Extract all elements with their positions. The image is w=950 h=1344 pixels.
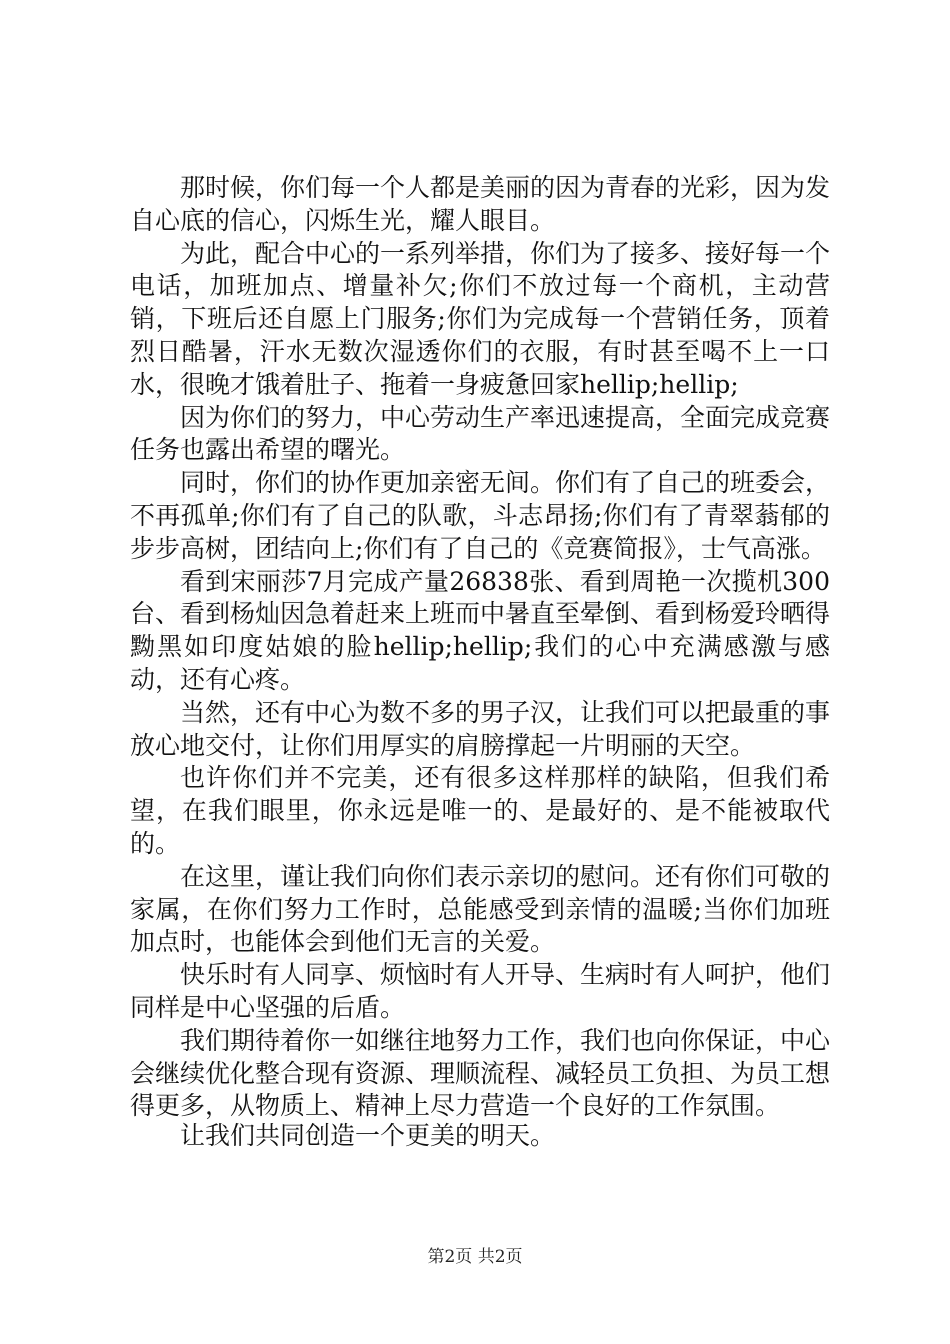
paragraph: 在这里，谨让我们向你们表示亲切的慰问。还有你们可敬的家属，在你们努力工作时，总能感受到亲情的温暖;当你们加班加点时，也能体会到他们无言的关爱。 [130,861,831,957]
paragraph: 当然，还有中心为数不多的男子汉，让我们可以把最重的事放心地交付，让你们用厚实的肩膀撑起一片明丽的天空。 [130,697,831,760]
paragraph: 我们期待着你一如继往地努力工作，我们也向你保证，中心会继续优化整合现有资源、理顺流程、减轻员工负担、为员工想得更多，从物质上、精神上尽力营造一个良好的工作氛围。 [130,1025,831,1121]
paragraph: 同时，你们的协作更加亲密无间。你们有了自己的班委会，不再孤单;你们有了自己的队歌，斗志昂扬;你们有了青翠蓊郁的步步高树，团结向上;你们有了自己的《竞赛简报》，士气高涨。 [130,468,831,563]
page-number-footer: 第2页 共2页 [427,1247,523,1267]
paragraph: 为此，配合中心的一系列举措，你们为了接多、接好每一个电话，加班加点、增量补欠;你们不放过每一个商机，主动营销，下班后还自愿上门服务;你们为完成每一个营销任务，顶着烈日酷暑，汗水无数次湿透你们的衣服，有时甚至喝不上一口水，很晚才饿着肚子、拖着一身疲惫回家hellip;hellip; [130,238,831,399]
closing-line: 让我们共同创造一个更美的明天。 [180,1121,556,1150]
paragraph: 快乐时有人同享、烦恼时有人开导、生病时有人呵护，他们同样是中心坚强的后盾。 [130,960,831,1022]
paragraph: 因为你们的努力，中心劳动生产率迅速提高，全面完成竞赛任务也露出希望的曙光。 [130,402,831,465]
paragraph: 也许你们并不完美，还有很多这样那样的缺陷，但我们希望，在我们眼里，你永远是唯一的、是最好的、是不能被取代的。 [130,763,830,858]
paragraph: 那时候，你们每一个人都是美丽的因为青春的光彩，因为发自心底的信心，闪烁生光，耀人眼目。 [130,173,831,235]
document-body [130,172,830,1123]
paragraph: 看到宋丽莎7月完成产量26838张、看到周艳一次揽机300台、看到杨灿因急着赶来上班而中暑直至晕倒、看到杨爱玲晒得黝黑如印度姑娘的脸hellip;hellip;我们的心中充满感激与感动，还有心疼。 [130,566,831,694]
